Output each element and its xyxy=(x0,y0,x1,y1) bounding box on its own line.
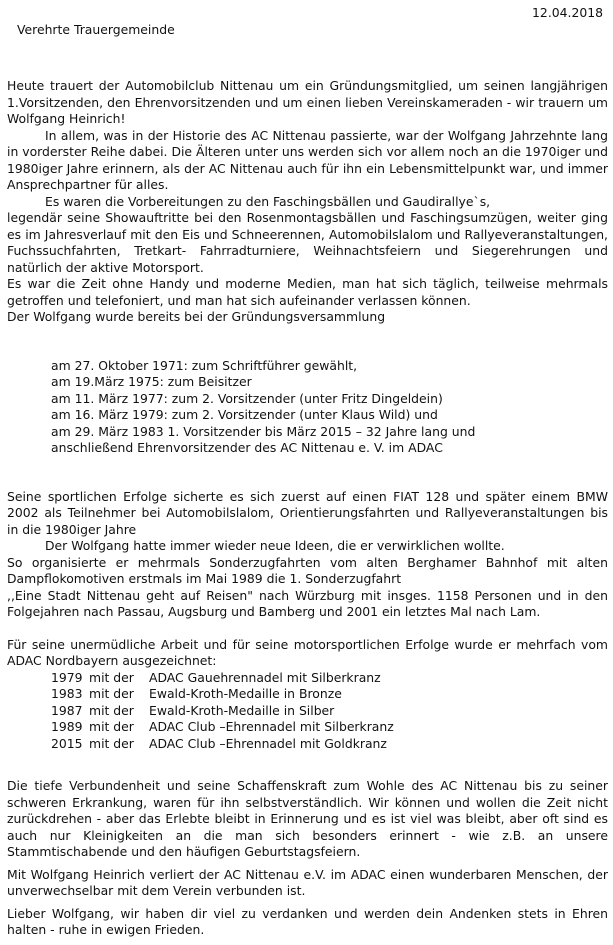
list-item: am 11. März 1977: zum 2. Vorsitzender (unter Fritz Dingeldein) xyxy=(51,390,443,406)
paragraph-bond: Die tiefe Verbundenheit und seine Schaffenskraft zum Wohle des AC Nittenau bis zu seiner schweren Erkrankung, waren für ihn selbstverständlich. Wir können und wollen die Zeit nicht zurückdrehen - aber das Erlebte bleibt in Erinnerung und es ist viel was bleibt, aber oft sind es auch nur Kleinigkeiten an die man sich besonders erinnert - wie z.B. an unsere Stammtischabende und den häufigen Geburtstagsfeiern. xyxy=(7,778,608,859)
list-item: am 16. März 1979: zum 2. Vorsitzender (unter Klaus Wild) und xyxy=(51,407,438,422)
award-name: ADAC Club –Ehrennadel mit Silberkranz xyxy=(149,719,394,734)
paragraph-awards-intro: Für seine unermüdliche Arbeit und für seine motorsportlichen Erfolge wurde er mehrfach vom ADAC Nordbayern ausgezeichnet: xyxy=(7,636,608,668)
paragraph-intro: Heute trauert der Automobilclub Nittenau um ein Gründungsmitglied, um seinen langjährigen 1.Vorsitzenden, den Ehrenvorsitzenden und um einen lieben Vereinskameraden - wir trauern um Wolfgang Heinrich! xyxy=(7,78,608,126)
paragraph-history: In allem, was in der Historie des AC Nittenau passierte, war der Wolfgang Jahrzehnte lang in vorderster Reihe dabei. Die Älteren unter uns werden sich vor allem noch an die 1970iger und 1980iger Jahre erinnern, als der AC Nittenau auch für ihn ein Lebensmittelpunkt war, und immer Ansprechpartner für alles. xyxy=(7,127,608,192)
list-item xyxy=(51,719,608,736)
award-name: Ewald-Kroth-Medaille in Bronze xyxy=(149,686,342,701)
award-mit: mit der xyxy=(89,719,134,734)
award-year: 1987 xyxy=(51,702,83,718)
list-item xyxy=(51,736,608,753)
award-mit: mit der xyxy=(89,735,134,751)
list-item xyxy=(51,670,608,687)
list-item: am 27. Oktober 1971: zum Schriftführer gewählt, xyxy=(51,357,358,373)
positions-list xyxy=(51,358,608,457)
award-name: Ewald-Kroth-Medaille in Silber xyxy=(149,702,335,718)
paragraph-events: legendär seine Showauftritte bei den Rosenmontagsbällen und Faschingsumzügen, weiter ging es im Jahresverlauf mit den Eis und Schneerennen, Automobilslalom und Rallyeveranstaltungen, Fuchssuchfahrten, Tretkart- Fahrradturniere, Weihnachtsfeiern und Siegerehrungen und natürlich der aktive Motorsport. xyxy=(7,210,608,275)
award-mit: mit der xyxy=(89,669,134,685)
paragraph-sport: Seine sportlichen Erfolge sicherte es sich zuerst auf einen FIAT 128 und später einem BMW 2002 als Teilnehmer bei Automobilslalom, Orientierungsfahrten und Rallyeveranstaltungen bis in die 1980iger Jahre xyxy=(7,488,608,537)
list-item: anschließend Ehrenvorsitzender des AC Nittenau e. V. im ADAC xyxy=(51,440,443,455)
list-item xyxy=(51,703,608,720)
award-name: ADAC Club –Ehrennadel mit Goldkranz xyxy=(149,735,387,751)
paragraph-events-intro: Es waren die Vorbereitungen zu den Faschingsbällen und Gaudirallye`s, xyxy=(45,193,491,209)
award-year: 2015 xyxy=(51,735,83,751)
letter-body xyxy=(7,78,608,939)
award-year: 1989 xyxy=(51,719,83,734)
list-item: am 19.März 1975: zum Beisitzer xyxy=(51,374,252,389)
salutation: Verehrte Trauergemeinde xyxy=(17,22,175,37)
award-mit: mit der xyxy=(89,686,134,701)
date: 12.04.2018 xyxy=(532,5,603,20)
paragraph-trains-2: ,,Eine Stadt Nittenau geht auf Reisen" nach Würzburg mit insges. 1158 Personen und in den Folgejahren nach Passau, Augsburg und Bamberg und 2001 ein letztes Mal nach Lam. xyxy=(7,587,608,619)
list-item: am 29. März 1983 1. Vorsitzender bis März 2015 – 32 Jahre lang und xyxy=(51,423,476,439)
award-year: 1979 xyxy=(51,669,83,685)
award-name: ADAC Gauehrennadel mit Silberkranz xyxy=(149,669,381,685)
paragraph-era: Es war die Zeit ohne Handy und moderne Medien, man hat sich täglich, teilweise mehrmals getroffen und telefoniert, und man hat sich aufeinander verlassen können. xyxy=(7,276,608,308)
paragraph-founding: Der Wolfgang wurde bereits bei der Gründungsversammlung xyxy=(7,309,386,324)
paragraph-loss: Mit Wolfgang Heinrich verliert der AC Nittenau e.V. im ADAC einen wunderbaren Menschen, der unverwechselbar mit dem Verein verbunden ist. xyxy=(7,866,608,898)
award-year: 1983 xyxy=(51,686,83,701)
award-mit: mit der xyxy=(89,702,134,718)
awards-list xyxy=(51,670,608,753)
list-item xyxy=(51,686,608,703)
paragraph-farewell: Lieber Wolfgang, wir haben dir viel zu verdanken und werden dein Andenken stets in Ehren halten - ruhe in ewigen Frieden. xyxy=(7,905,608,937)
paragraph-ideas: Der Wolfgang hatte immer wieder neue Ideen, die er verwirklichen wollte. xyxy=(45,538,505,553)
paragraph-trains: So organisierte er mehrmals Sonderzugfahrten vom alten Berghamer Bahnhof mit alten Dampflokomotiven erstmals im Mai 1989 die 1. Sonderzugfahrt xyxy=(7,554,608,586)
